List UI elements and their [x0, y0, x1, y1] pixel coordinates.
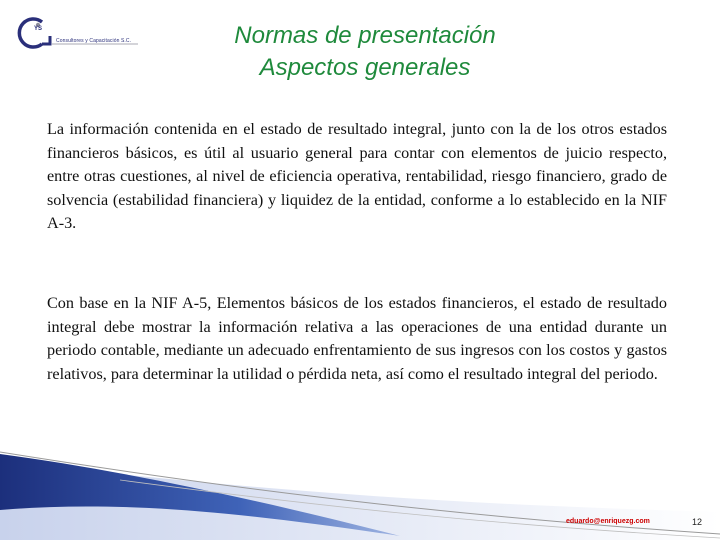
footer-email[interactable]: eduardo@enriquezg.com: [566, 518, 650, 525]
bottom-swoosh-decoration: [0, 440, 720, 540]
body-paragraph-1: La información contenida en el estado de resultado integral, junto con la de los otros estados financieros básicos, es útil al usuario general para contar con elementos de juicio respecto, entre otras cuestiones, al nivel de eficiencia operativa, rentabilidad, riesgo financiero, grado de solvencia (estabilidad financiera) y liquidez de la entidad, conforme a lo establecido en la NIF A-3.: [47, 120, 667, 233]
company-logo: [12, 16, 142, 50]
body-paragraph-2: Con base en la NIF A-5, Elementos básicos de los estados financieros, el estado de resultado integral debe mostrar la información relativa a las operaciones de una entidad durante un periodo contable, mediante un adecuado enfrentamiento de sus ingresos con los costos y gastos relativos, para determinar la utilidad o pérdida neta, así como el resultado integral del periodo.: [47, 294, 667, 383]
title-line-2: Aspectos generales: [259, 54, 471, 81]
title-line-1: Normas de presentación: [234, 22, 496, 49]
logo-mark-icon: [12, 16, 142, 50]
page-number: 12: [692, 517, 703, 527]
slide-title: [150, 20, 580, 84]
logo-mark-text: YS: [34, 26, 43, 32]
logo-tagline: Consultores y Capacitación S.C.: [56, 38, 132, 44]
